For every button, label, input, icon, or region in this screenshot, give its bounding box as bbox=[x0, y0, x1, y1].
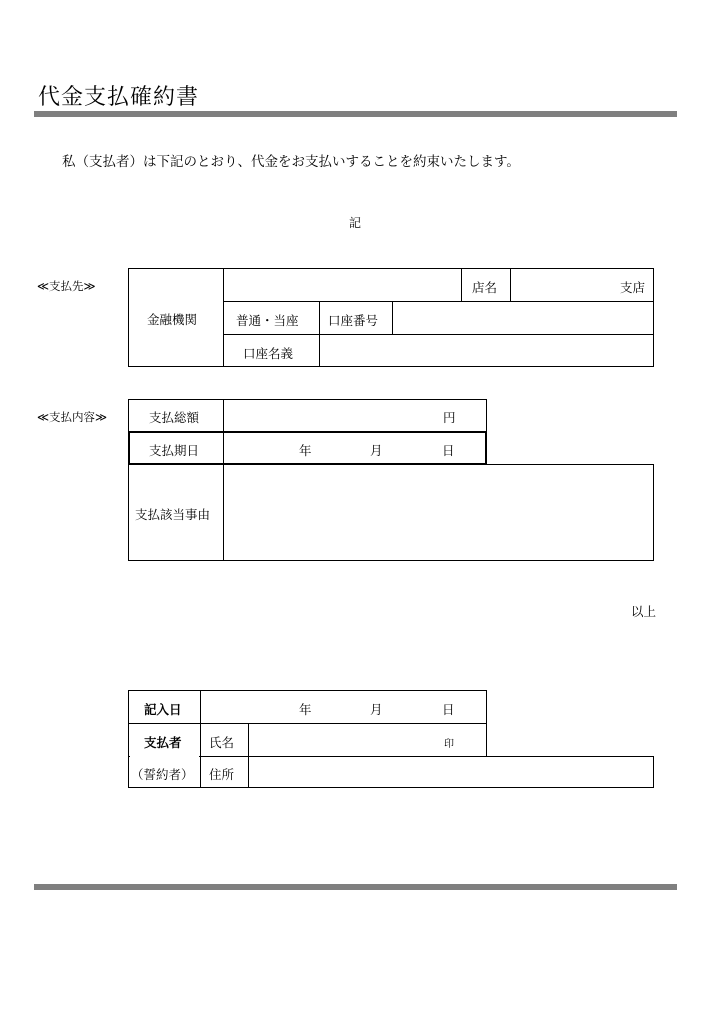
branch-name-label: 店名 bbox=[472, 280, 498, 295]
due-date-label: 支払期日 bbox=[149, 443, 200, 458]
entry-day-unit: 日 bbox=[442, 702, 455, 717]
payee-row-divider bbox=[223, 334, 654, 335]
reason-label: 支払該当事由 bbox=[135, 507, 211, 522]
seal-mark: 印 bbox=[444, 739, 454, 750]
account-name-label: 口座名義 bbox=[243, 346, 294, 361]
ki-marker: 記 bbox=[349, 216, 362, 230]
document-title: 代金支払確約書 bbox=[38, 85, 200, 110]
due-month-unit: 月 bbox=[370, 443, 383, 458]
payee-col-divider bbox=[319, 301, 320, 367]
due-day-unit: 日 bbox=[442, 443, 455, 458]
yen-unit: 円 bbox=[443, 410, 456, 425]
payee-col-divider bbox=[510, 268, 511, 301]
payer-label: 支払者 bbox=[144, 735, 182, 750]
entry-date-label: 記入日 bbox=[144, 702, 182, 717]
total-amount-label: 支払総額 bbox=[149, 410, 200, 425]
bank-name-field[interactable] bbox=[230, 278, 455, 294]
pledger-label: （誓約者） bbox=[131, 767, 194, 782]
payee-col-divider bbox=[461, 268, 462, 301]
due-year-unit: 年 bbox=[299, 443, 312, 458]
merged-cell-cover bbox=[130, 754, 199, 758]
total-amount-field[interactable] bbox=[232, 408, 432, 424]
name-field[interactable] bbox=[256, 733, 431, 749]
reason-field[interactable] bbox=[232, 474, 642, 552]
account-name-field[interactable] bbox=[327, 344, 645, 360]
intro-text: 私（支払者）は下記のとおり、代金をお支払いすることを約束いたします。 bbox=[62, 154, 520, 170]
address-field[interactable] bbox=[256, 765, 646, 781]
account-number-label: 口座番号 bbox=[328, 313, 379, 328]
footer-rule bbox=[34, 884, 677, 890]
name-label: 氏名 bbox=[209, 735, 235, 750]
payment-section-label: ≪支払内容≫ bbox=[37, 410, 108, 424]
total-col-divider bbox=[223, 399, 224, 432]
reason-col-divider bbox=[223, 464, 224, 561]
entry-col-divider bbox=[248, 723, 249, 788]
address-label: 住所 bbox=[209, 767, 235, 782]
entry-month-unit: 月 bbox=[370, 702, 383, 717]
due-col-divider bbox=[223, 431, 224, 465]
payee-col-divider bbox=[223, 268, 224, 367]
bank-label: 金融機関 bbox=[147, 312, 198, 327]
payee-row-divider bbox=[223, 301, 654, 302]
entry-year-unit: 年 bbox=[299, 702, 312, 717]
payee-col-divider bbox=[392, 301, 393, 334]
payee-section-label: ≪支払先≫ bbox=[37, 279, 96, 293]
account-number-field[interactable] bbox=[400, 311, 645, 327]
account-type-label: 普通・当座 bbox=[236, 313, 299, 328]
entry-col-divider bbox=[200, 690, 201, 788]
branch-suffix: 支店 bbox=[620, 280, 646, 295]
header-rule bbox=[34, 111, 677, 117]
closing-text: 以上 bbox=[631, 604, 657, 619]
